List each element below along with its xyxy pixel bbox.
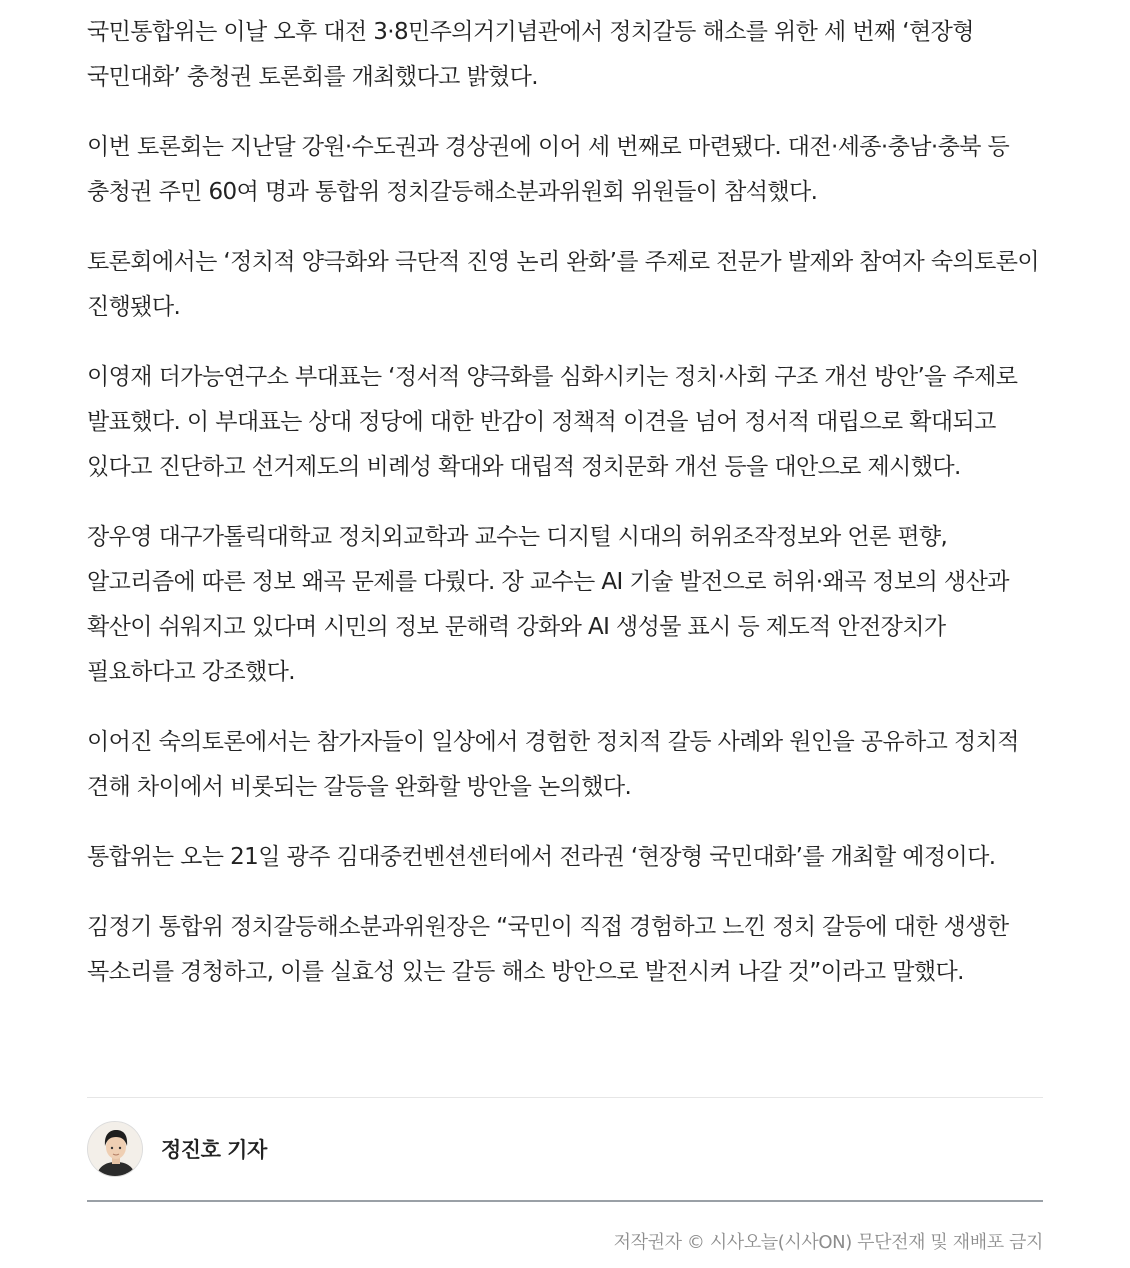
article-paragraph-6: 이어진 숙의토론에서는 참가자들이 일상에서 경험한 정치적 갈등 사례와 원인을 공유하고 정치적 견해 차이에서 비롯되는 갈등을 완화할 방안을 논의했다. <box>87 729 1019 800</box>
article-paragraph-5: 장우영 대구가톨릭대학교 정치외교학과 교수는 디지털 시대의 허위조작정보와 언론 편향, 알고리즘에 따른 정보 왜곡 문제를 다뤘다. 장 교수는 AI 기술 발전으로 허위·왜곡 정보의 생산과 확산이 쉬워지고 있다며 시민의 정보 문해력 강화와 AI 생성물 표시 등 제도적 안전장치가 필요하다고 강조했다. <box>87 524 1009 685</box>
article-paragraph-1: 국민통합위는 이날 오후 대전 3·8민주의거기념관에서 정치갈등 해소를 위한 세 번째 ‘현장형 국민대화’ 충청권 토론회를 개최했다고 밝혔다. <box>87 19 974 90</box>
author-name[interactable]: 정진호 기자 <box>161 1138 267 1162</box>
article-paragraph-3: 토론회에서는 ‘정치적 양극화와 극단적 진영 논리 완화’를 주제로 전문가 발제와 참여자 숙의토론이 진행됐다. <box>87 249 1039 320</box>
article-paragraph-7: 통합위는 오는 21일 광주 김대중컨벤션센터에서 전라권 ‘현장형 국민대화’를 개최할 예정이다. <box>87 844 996 870</box>
article-paragraph-8: 김정기 통합위 정치갈등해소분과위원장은 “국민이 직접 경험하고 느낀 정치 갈등에 대한 생생한 목소리를 경청하고, 이를 실효성 있는 갈등 해소 방안으로 발전시켜 나갈 것”이라고 말했다. <box>87 914 1009 985</box>
article-paragraph-4: 이영재 더가능연구소 부대표는 ‘정서적 양극화를 심화시키는 정치·사회 구조 개선 방안’을 주제로 발표했다. 이 부대표는 상대 정당에 대한 반감이 정책적 이견을 넘어 정서적 대립으로 확대되고 있다고 진단하고 선거제도의 비례성 확대와 대립적 정치문화 개선 등을 대안으로 제시했다. <box>87 364 1018 480</box>
copyright-notice: 저작권자 © 시사오늘(시사ON) 무단전재 및 재배포 금지 <box>613 1232 1043 1253</box>
author-divider-top <box>87 1097 1043 1098</box>
article-paragraph-2: 이번 토론회는 지난달 강원·수도권과 경상권에 이어 세 번째로 마련됐다. 대전·세종·충남·충북 등 충청권 주민 60여 명과 통합위 정치갈등해소분과위원회 위원들이 참석했다. <box>87 134 1010 205</box>
author-byline[interactable] <box>87 1120 267 1178</box>
footer-divider <box>87 1200 1043 1202</box>
article-body <box>87 10 1043 1020</box>
reporter-avatar-icon[interactable] <box>87 1121 143 1177</box>
